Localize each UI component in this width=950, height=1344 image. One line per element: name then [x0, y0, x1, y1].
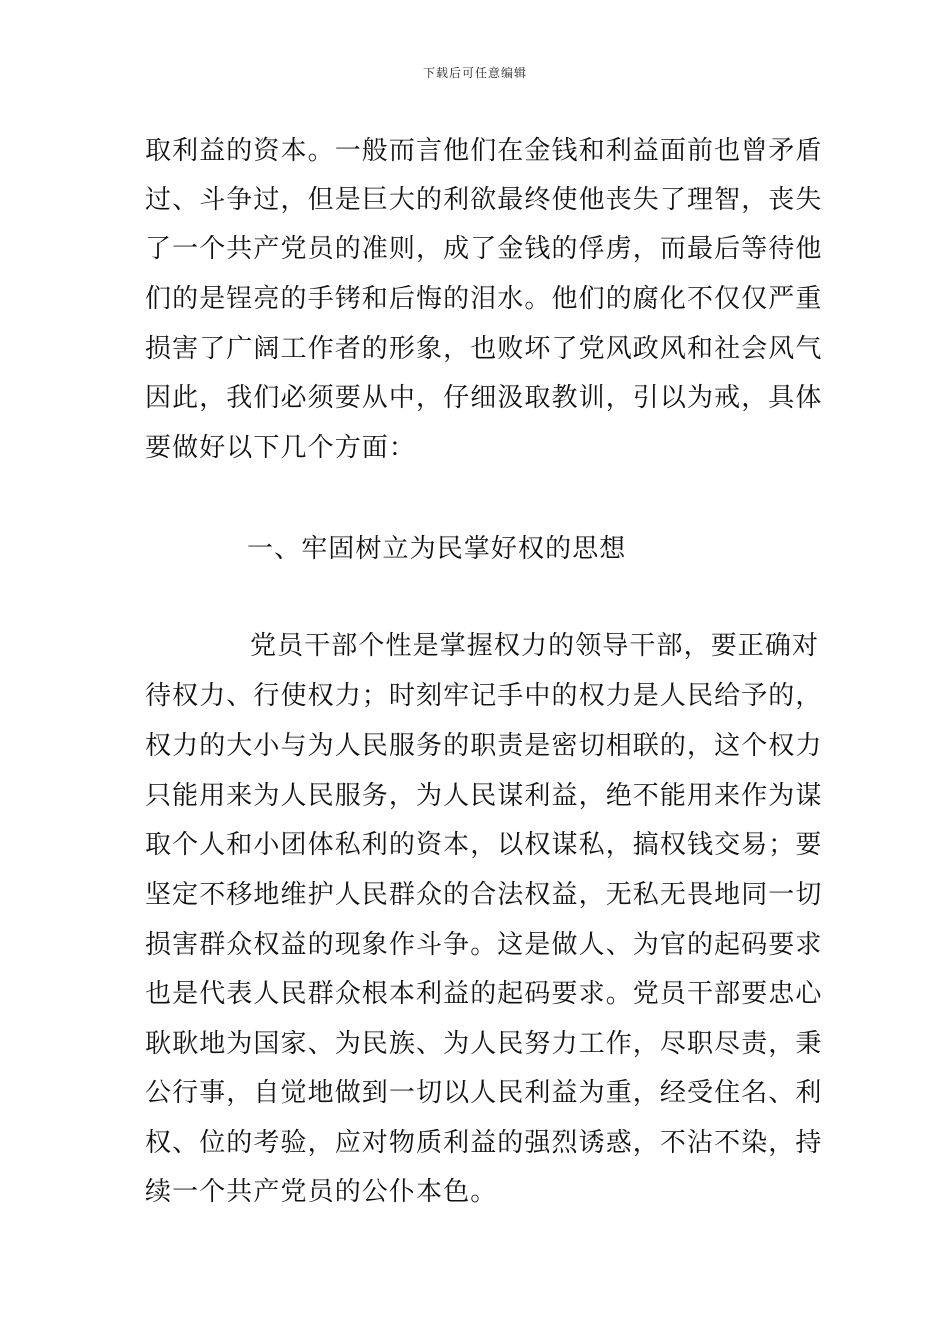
paragraph-line: 只能用来为人民服务，为人民谋利益，绝不能用来作为谋 — [145, 781, 823, 811]
page-header-note: 下载后可任意编辑 — [422, 66, 527, 80]
paragraph-line: 待权力、行使权力；时刻牢记手中的权力是人民给予的， — [145, 681, 823, 711]
paragraph-line: 公行事，自觉地做到一切以人民利益为重，经受住名、利 — [145, 1078, 823, 1108]
paragraph-line: 损害群众权益的现象作斗争。这是做人、为官的起码要求 — [145, 930, 823, 960]
section-heading: 一、牢固树立为民掌好权的思想 — [247, 534, 627, 564]
paragraph-line: 们的是锃亮的手铐和后悔的泪水。他们的腐化不仅仅严重 — [145, 284, 823, 314]
paragraph-line: 过、斗争过，但是巨大的利欲最终使他丧失了理智，丧失 — [145, 185, 823, 215]
paragraph-line: 要做好以下几个方面： — [145, 433, 417, 463]
paragraph-line: 也是代表人民群众根本利益的起码要求。党员干部要忠心 — [145, 979, 823, 1009]
paragraph-line: 取利益的资本。一般而言他们在金钱和利益面前也曾矛盾 — [145, 136, 823, 166]
paragraph-line: 取个人和小团体私利的资本，以权谋私，搞权钱交易；要 — [145, 830, 823, 860]
paragraph-line: 权、位的考验，应对物质利益的强烈诱惑，不沾不染，持 — [145, 1128, 823, 1158]
paragraph-line: 因此，我们必须要从中，仔细汲取教训，引以为戒，具体 — [145, 383, 823, 413]
paragraph-line: 坚定不移地维护人民群众的合法权益，无私无畏地同一切 — [145, 880, 823, 910]
paragraph-line: 续一个共产党员的公仆本色。 — [145, 1177, 498, 1207]
paragraph-line: 权力的大小与为人民服务的职责是密切相联的，这个权力 — [145, 731, 823, 761]
paragraph-line: 了一个共产党员的准则，成了金钱的俘虏，而最后等待他 — [145, 234, 823, 264]
paragraph-line: 损害了广阔工作者的形象，也败坏了党风政风和社会风气 — [145, 334, 823, 364]
paragraph-line: 党员干部个性是掌握权力的领导干部，要正确对 — [250, 631, 820, 661]
paragraph-line: 耿耿地为国家、为民族、为人民努力工作，尽职尽责，秉 — [145, 1029, 823, 1059]
